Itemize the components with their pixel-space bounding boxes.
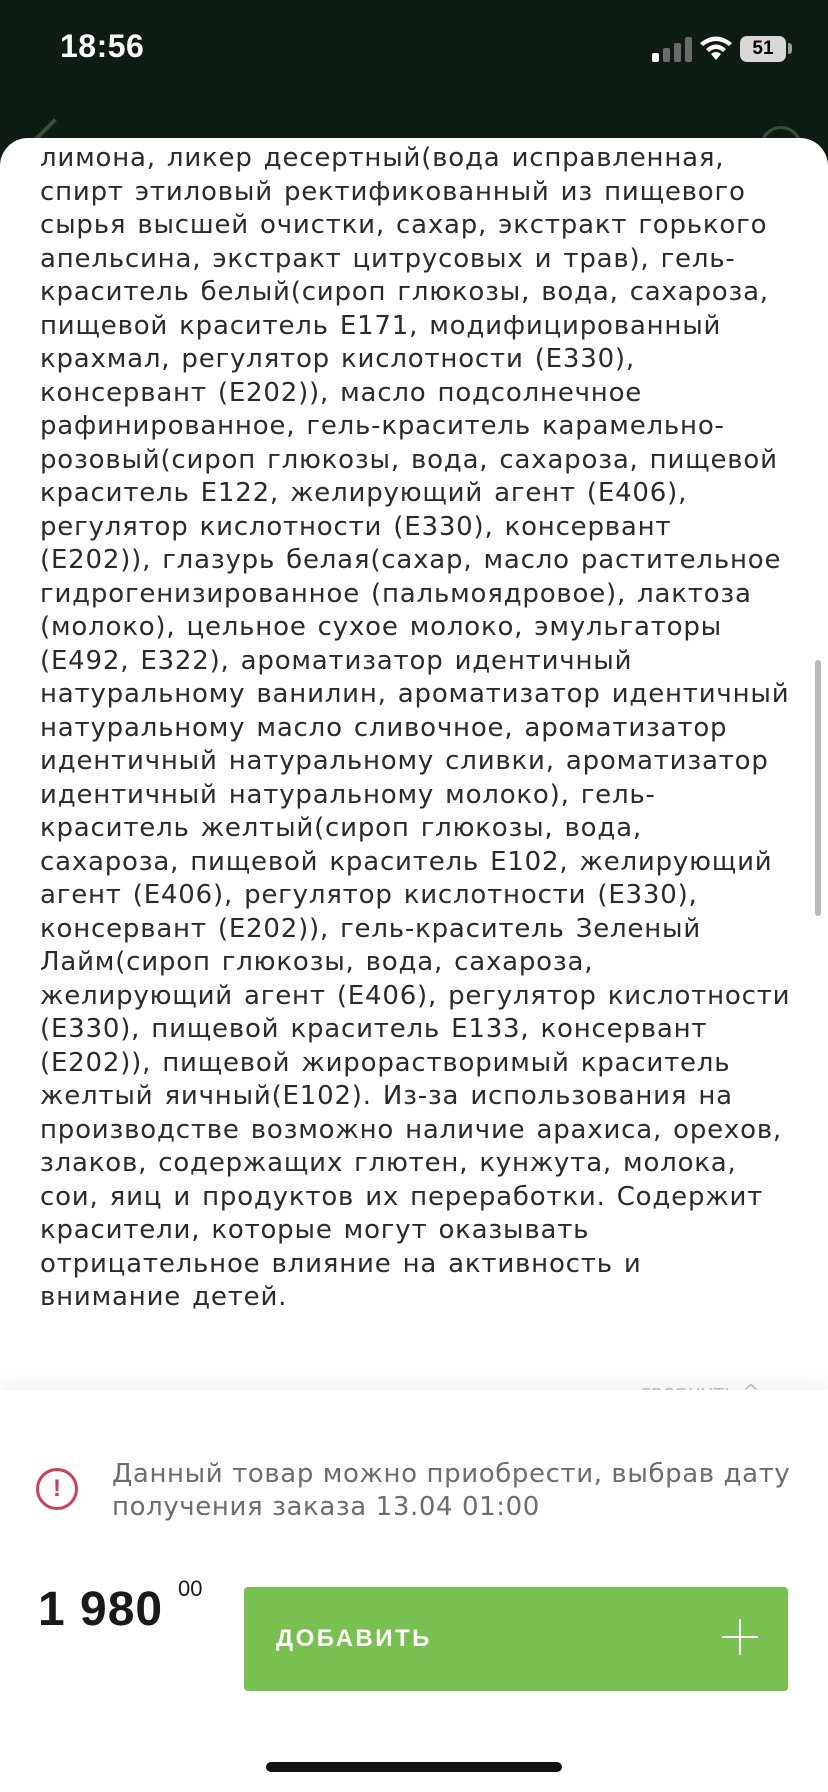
ingredients-text: лимона, ликер десертный(вода исправленная, спирт этиловый ректификованный из пищевого сырья высшей очистки, сахар, экстракт горького апельсина, экстракт цитрусовых и трав), гель-краситель белый(сироп глюкозы, вода, сахароза, пищевой краситель Е171, модифицированный крахмал, регулятор кислотности (Е330), консервант (Е202)), масло подсолнечное рафинированное, гель-краситель карамельно-розовый(сироп глюкозы, вода, сахароза, пищевой краситель Е122, желирующий агент (Е406), регулятор кислотности (Е330), консервант (Е202)), глазурь белая(сахар, масло растительное гидрогенизированное (пальмоядровое), лактоза (молоко), цельное сухое молоко, эмульгаторы (Е492, Е322), ароматизатор идентичный натуральному ванилин, ароматизатор идентичный натуральному масло сливочное, ароматизатор идентичный натуральному сливки, ароматизатор идентичный натуральному молоко), гель-краситель желтый(сироп глюкозы, вода, сахароза, пищевой краситель Е102, желирующий агент (Е406), регулятор кислотности (Е330), консервант (Е202)), гель-краситель Зеленый Лайм(сироп глюкозы, вода, сахароза, желирующий агент (Е406), регулятор кислотности (Е330), пищевой краситель Е133, консервант (Е202)), пищевой жирорастворимый краситель желтый яичный(Е102). Из-за использования на производстве возможно наличие арахиса, орехов, злаков, содержащих глютен, кунжута, молока, сои, яиц и продуктов их переработки. Содержит красители, которые могут оказывать отрицательное влияние на активность и внимание детей. [40, 143, 791, 1312]
price-cents: 00 [178, 1576, 203, 1601]
wifi-icon [698, 34, 734, 62]
purchase-footer [0, 1390, 828, 1792]
add-button-label: ДОБАВИТЬ [276, 1625, 432, 1652]
plus-icon [722, 1619, 758, 1655]
battery-level: 51 [752, 38, 774, 59]
alert-glyph: ! [53, 1475, 61, 1502]
home-indicator[interactable] [266, 1762, 562, 1772]
add-to-cart-button[interactable] [244, 1587, 788, 1691]
alert-circle-icon [36, 1468, 78, 1510]
price-main: 1 980 [38, 1583, 164, 1636]
status-time: 18:56 [60, 28, 145, 64]
scrollbar[interactable] [815, 660, 821, 916]
price [38, 1576, 203, 1637]
battery-tip [788, 43, 792, 54]
status-bar [0, 0, 828, 100]
availability-notice: Данный товар можно приобрести, выбрав дату получения заказа 13.04 01:00 [112, 1459, 791, 1522]
battery-icon [740, 36, 786, 62]
cellular-signal-icon [652, 36, 704, 62]
